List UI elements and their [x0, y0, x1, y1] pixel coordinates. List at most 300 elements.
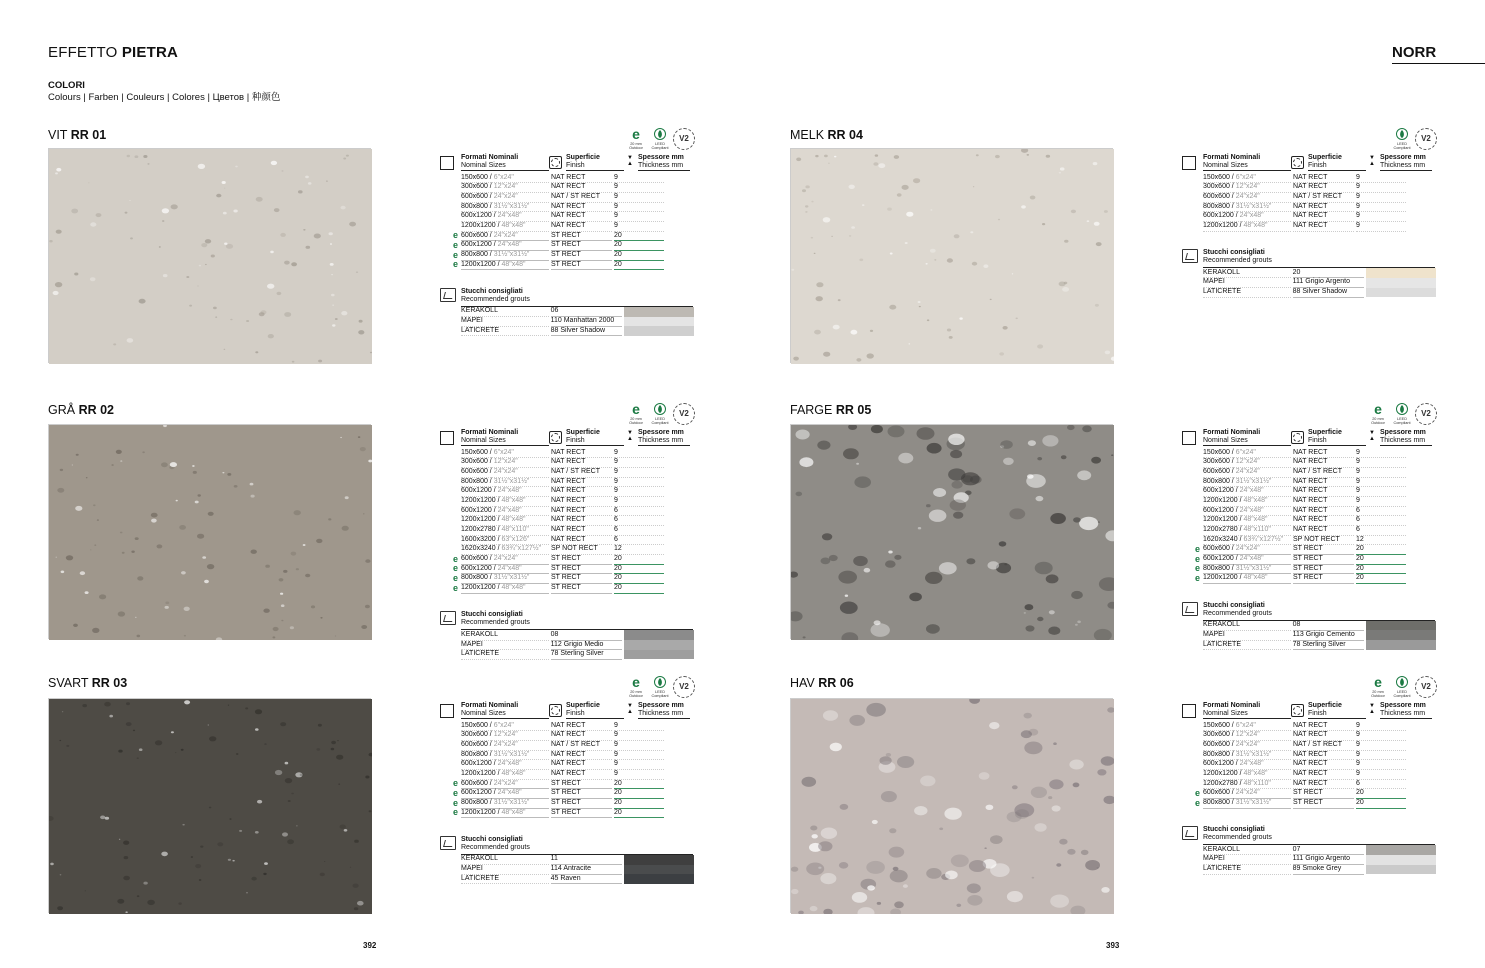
size-row	[440, 584, 694, 594]
badge-group	[1368, 399, 1436, 425]
finish: NAT RECT	[551, 182, 612, 193]
nominal-size: 300x600 / 12"x24"	[461, 182, 549, 193]
finish: ST RECT	[1293, 788, 1354, 799]
nominal-size: 600x1200 / 24"x48"	[1203, 554, 1291, 565]
grouts-header: Stucchi consigliati Recommended grouts	[440, 288, 694, 306]
grout-code: 20	[1293, 268, 1365, 279]
thickness: 6	[614, 506, 664, 517]
finish: NAT / ST RECT	[1293, 192, 1354, 203]
finish: NAT RECT	[551, 477, 612, 488]
grout-color-swatch	[1366, 268, 1436, 278]
nominal-size: 800x800 / 31½"x31½"	[461, 750, 549, 761]
v2-badge: V2	[674, 128, 694, 150]
grouts-section	[440, 288, 694, 336]
thickness: 9	[1356, 721, 1406, 732]
thickness: 9	[614, 467, 664, 478]
thickness: 9	[1356, 192, 1406, 203]
finish: NAT RECT	[1293, 750, 1354, 761]
grout-row	[461, 874, 694, 884]
spec-table-header: Formati Nominali Nominal Sizes Superficie Finish ▼ ▲ Spessore mm Thickness mm	[440, 429, 694, 448]
thickness: 20	[614, 231, 664, 242]
thickness: 9	[1356, 211, 1406, 222]
finish: NAT RECT	[1293, 525, 1354, 536]
nominal-size: 1200x2780 / 48"x110"	[1203, 525, 1291, 536]
thickness: 9	[1356, 769, 1406, 780]
nominal-size: 800x800 / 31½"x31½"	[461, 573, 549, 584]
thickness-icon: ▼ ▲	[1369, 430, 1375, 442]
nominal-size: 1200x1200 / 48"x48"	[1203, 221, 1291, 232]
nominal-size: 800x800 / 31½"x31½"	[461, 202, 549, 213]
finish: ST RECT	[551, 554, 612, 565]
grout-brand: MAPEI	[461, 864, 549, 875]
nominal-size: 800x800 / 31½"x31½"	[461, 798, 549, 809]
finish: NAT RECT	[1293, 448, 1354, 459]
page-title: EFFETTO PIETRA	[48, 44, 179, 61]
eco-e-icon: e	[452, 582, 458, 593]
spec-table-header: Formati Nominali Nominal Sizes Superficie Finish ▼ ▲ Spessore mm Thickness mm	[1182, 702, 1436, 721]
badge-group	[1392, 124, 1436, 150]
finish: ST RECT	[551, 573, 612, 584]
finish: NAT RECT	[1293, 486, 1354, 497]
nominal-size: 600x600 / 24"x24"	[1203, 544, 1291, 555]
grout-trowel-icon	[440, 836, 456, 850]
finish: NAT RECT	[1293, 477, 1354, 488]
finish: ST RECT	[551, 240, 612, 251]
grout-brand: MAPEI	[461, 316, 549, 327]
finish: ST RECT	[551, 564, 612, 575]
spec-table-header: Formati Nominali Nominal Sizes Superficie Finish ▼ ▲ Spessore mm Thickness mm	[1182, 429, 1436, 448]
grout-brand: LATICRETE	[461, 649, 549, 660]
thickness: 9	[1356, 477, 1406, 488]
finish: NAT RECT	[1293, 221, 1354, 232]
spec-panel	[1182, 401, 1436, 650]
tile-swatch-image	[790, 424, 1113, 639]
nominal-size: 600x600 / 24"x24"	[461, 740, 549, 751]
thickness: 20	[1356, 798, 1406, 809]
thickness: 20	[614, 250, 664, 261]
grout-trowel-icon	[1182, 602, 1198, 616]
thickness: 20	[614, 564, 664, 575]
eco-e-icon: e	[1194, 797, 1200, 808]
finish: SP NOT RECT	[1293, 535, 1354, 546]
leaf-icon	[1396, 675, 1408, 689]
thickness: 9	[614, 740, 664, 751]
eco-e-icon: e	[452, 807, 458, 818]
spec-panel	[1182, 674, 1436, 874]
grout-brand: KERAKOLL	[461, 854, 549, 865]
grout-code: 111 Grigio Argento	[1293, 854, 1365, 865]
thickness: 9	[1356, 496, 1406, 507]
grouts-section	[1182, 602, 1436, 650]
thickness: 9	[1356, 730, 1406, 741]
grout-color-swatch	[624, 865, 694, 875]
nominal-size: 1600x3200 / 63"x126"	[461, 535, 549, 546]
nominal-size: 600x600 / 24"x24"	[1203, 467, 1291, 478]
nominal-size: 1200x1200 / 48"x48"	[1203, 496, 1291, 507]
finish: NAT RECT	[1293, 506, 1354, 517]
thickness: 9	[614, 457, 664, 468]
nominal-size: 150x600 / 6"x24"	[461, 721, 549, 732]
nominal-size: 600x1200 / 24"x48"	[461, 211, 549, 222]
thickness: 20	[614, 583, 664, 594]
thickness-icon: ▼ ▲	[1369, 703, 1375, 715]
finish-icon	[1291, 704, 1304, 717]
nominal-size: 1200x2780 / 48"x110"	[1203, 779, 1291, 790]
nominal-size: 800x800 / 31½"x31½"	[1203, 564, 1291, 575]
nominal-size: 300x600 / 12"x24"	[461, 457, 549, 468]
v2-badge: V2	[1416, 128, 1436, 150]
leaf-icon	[1396, 402, 1408, 416]
eco-e-icon: e	[452, 239, 458, 250]
thickness: 9	[614, 759, 664, 770]
product-title: FARGE RR 05	[790, 403, 872, 417]
finish: NAT RECT	[551, 750, 612, 761]
eco-e-icon: e	[1374, 401, 1382, 417]
thickness: 12	[614, 544, 664, 555]
outdoor-20mm-badge: e 20 mm Outdoor	[629, 401, 643, 425]
outdoor-20mm-badge: e 20 mm Outdoor	[1371, 674, 1385, 698]
finish: ST RECT	[551, 260, 612, 271]
thickness: 20	[614, 260, 664, 271]
grout-trowel-icon	[1182, 249, 1198, 263]
nominal-size: 800x800 / 31½"x31½"	[1203, 202, 1291, 213]
finish: ST RECT	[551, 250, 612, 261]
finish: NAT RECT	[1293, 211, 1354, 222]
grout-row	[461, 326, 694, 336]
nominal-size: 600x1200 / 24"x48"	[461, 486, 549, 497]
brand-name: NORR	[1392, 44, 1485, 64]
grout-row	[461, 650, 694, 660]
eco-e-icon: e	[452, 230, 458, 241]
nominal-size: 600x600 / 24"x24"	[1203, 788, 1291, 799]
size-row	[1182, 799, 1436, 809]
nominal-size: 1200x1200 / 48"x48"	[461, 769, 549, 780]
thickness: 9	[1356, 448, 1406, 459]
grout-brand: KERAKOLL	[1203, 268, 1291, 279]
thickness: 20	[1356, 564, 1406, 575]
grout-color-swatch	[624, 326, 694, 336]
product-title: SVART RR 03	[48, 676, 128, 690]
thickness: 20	[614, 573, 664, 584]
eco-e-icon: e	[452, 563, 458, 574]
thickness-icon: ▼ ▲	[627, 155, 633, 167]
leaf-icon	[654, 402, 666, 416]
finish: NAT RECT	[551, 769, 612, 780]
thickness: 9	[1356, 750, 1406, 761]
grout-color-swatch	[1366, 278, 1436, 288]
tile-swatch-image	[48, 698, 371, 913]
grout-brand: LATICRETE	[1203, 640, 1291, 651]
spec-table-header: Formati Nominali Nominal Sizes Superficie Finish ▼ ▲ Spessore mm Thickness mm	[440, 154, 694, 173]
grouts-header: Stucchi consigliati Recommended grouts	[440, 611, 694, 629]
grout-code: 07	[1293, 845, 1365, 856]
size-row	[440, 808, 694, 818]
eco-e-icon: e	[632, 674, 640, 690]
leed-badge: LEED Compliant	[650, 674, 670, 698]
nominal-size: 300x600 / 12"x24"	[1203, 730, 1291, 741]
leed-badge: LEED Compliant	[650, 401, 670, 425]
eco-e-icon: e	[452, 553, 458, 564]
grout-code: 08	[551, 630, 623, 641]
finish: NAT RECT	[551, 759, 612, 770]
grout-trowel-icon	[1182, 826, 1198, 840]
finish: NAT RECT	[1293, 515, 1354, 526]
tile-size-icon	[440, 431, 454, 445]
finish: NAT RECT	[1293, 730, 1354, 741]
grout-trowel-icon	[440, 611, 456, 625]
eco-e-icon: e	[452, 778, 458, 789]
nominal-size: 600x1200 / 24"x48"	[1203, 759, 1291, 770]
grout-code: 88 Silver Shadow	[1293, 287, 1365, 298]
size-row	[1182, 574, 1436, 584]
grout-brand: LATICRETE	[1203, 864, 1291, 875]
grout-row	[1203, 640, 1436, 650]
grout-brand: KERAKOLL	[461, 306, 549, 317]
spec-panel	[440, 126, 694, 336]
grout-brand: MAPEI	[1203, 630, 1291, 641]
finish: NAT RECT	[1293, 769, 1354, 780]
grout-row	[1203, 865, 1436, 875]
thickness: 9	[614, 730, 664, 741]
nominal-size: 1200x1200 / 48"x48"	[461, 583, 549, 594]
thickness: 20	[1356, 788, 1406, 799]
finish-icon	[549, 704, 562, 717]
eco-e-icon: e	[452, 572, 458, 583]
grouts-header: Stucchi consigliati Recommended grouts	[1182, 602, 1436, 620]
grout-code: 111 Grigio Argento	[1293, 277, 1365, 288]
finish: ST RECT	[551, 798, 612, 809]
spec-panel	[440, 401, 694, 659]
finish: NAT RECT	[551, 515, 612, 526]
thickness: 9	[1356, 182, 1406, 193]
eco-e-icon: e	[452, 787, 458, 798]
spec-table-header: Formati Nominali Nominal Sizes Superficie Finish ▼ ▲ Spessore mm Thickness mm	[440, 702, 694, 721]
finish: NAT RECT	[551, 721, 612, 732]
grouts-header: Stucchi consigliati Recommended grouts	[1182, 826, 1436, 844]
thickness: 20	[614, 240, 664, 251]
tile-size-icon	[440, 704, 454, 718]
page-number-left: 392	[363, 941, 377, 950]
grout-brand: LATICRETE	[461, 874, 549, 885]
nominal-size: 600x1200 / 24"x48"	[461, 564, 549, 575]
thickness: 20	[614, 788, 664, 799]
thickness-icon: ▼ ▲	[627, 430, 633, 442]
finish: NAT RECT	[1293, 759, 1354, 770]
grout-color-swatch	[1366, 288, 1436, 298]
nominal-size: 600x1200 / 24"x48"	[1203, 506, 1291, 517]
grouts-section	[440, 611, 694, 659]
nominal-size: 150x600 / 6"x24"	[1203, 173, 1291, 184]
grout-color-swatch	[1366, 855, 1436, 865]
finish: NAT / ST RECT	[1293, 740, 1354, 751]
finish: NAT RECT	[551, 221, 612, 232]
thickness-icon: ▼ ▲	[1369, 155, 1375, 167]
thickness: 6	[1356, 506, 1406, 517]
nominal-size: 600x600 / 24"x24"	[1203, 192, 1291, 203]
finish: NAT / ST RECT	[551, 740, 612, 751]
grout-color-swatch	[1366, 865, 1436, 875]
thickness: 20	[614, 554, 664, 565]
finish: NAT RECT	[551, 525, 612, 536]
finish-icon	[1291, 156, 1304, 169]
grout-code: 08	[1293, 620, 1365, 631]
outdoor-20mm-badge: e 20 mm Outdoor	[629, 126, 643, 150]
eco-e-icon: e	[632, 126, 640, 142]
thickness: 9	[1356, 740, 1406, 751]
grout-code: 11	[551, 854, 623, 865]
grout-code: 78 Sterling Silver	[551, 649, 623, 660]
grout-brand: MAPEI	[461, 640, 549, 651]
nominal-size: 1200x1200 / 48"x48"	[461, 496, 549, 507]
tile-swatch-image	[48, 424, 371, 639]
grouts-section	[1182, 826, 1436, 874]
eco-e-icon: e	[1374, 674, 1382, 690]
thickness: 6	[1356, 515, 1406, 526]
grout-code: 06	[551, 306, 623, 317]
grout-brand: KERAKOLL	[1203, 620, 1291, 631]
thickness: 9	[614, 221, 664, 232]
nominal-size: 1200x2780 / 48"x110"	[461, 525, 549, 536]
thickness: 9	[614, 496, 664, 507]
nominal-size: 1200x1200 / 48"x48"	[461, 808, 549, 819]
grout-color-swatch	[624, 630, 694, 640]
thickness: 9	[614, 202, 664, 213]
finish-icon	[1291, 431, 1304, 444]
finish: ST RECT	[1293, 554, 1354, 565]
grout-code: 89 Smoke Grey	[1293, 864, 1365, 875]
nominal-size: 300x600 / 12"x24"	[1203, 457, 1291, 468]
finish: NAT RECT	[551, 496, 612, 507]
thickness: 9	[614, 211, 664, 222]
finish: SP NOT RECT	[551, 544, 612, 555]
nominal-size: 600x600 / 24"x24"	[461, 779, 549, 790]
badge-group	[626, 672, 694, 698]
v2-badge: V2	[1416, 676, 1436, 698]
grout-trowel-icon	[440, 288, 456, 302]
badge-group	[1368, 672, 1436, 698]
nominal-size: 800x800 / 31½"x31½"	[461, 477, 549, 488]
thickness: 20	[614, 798, 664, 809]
grout-color-swatch	[624, 640, 694, 650]
nominal-size: 600x1200 / 24"x48"	[461, 759, 549, 770]
grout-brand: KERAKOLL	[461, 630, 549, 641]
finish: ST RECT	[1293, 564, 1354, 575]
thickness: 6	[1356, 779, 1406, 790]
nominal-size: 150x600 / 6"x24"	[461, 448, 549, 459]
thickness: 20	[1356, 554, 1406, 565]
eco-e-icon: e	[1194, 543, 1200, 554]
nominal-size: 1200x1200 / 48"x48"	[461, 515, 549, 526]
finish: NAT RECT	[1293, 202, 1354, 213]
grout-brand: KERAKOLL	[1203, 845, 1291, 856]
grout-color-swatch	[1366, 621, 1436, 631]
nominal-size: 600x1200 / 24"x48"	[461, 240, 549, 251]
v2-badge: V2	[674, 403, 694, 425]
nominal-size: 1200x1200 / 48"x48"	[461, 221, 549, 232]
nominal-size: 300x600 / 12"x24"	[1203, 182, 1291, 193]
grouts-section	[1182, 249, 1436, 297]
nominal-size: 1200x1200 / 48"x48"	[461, 260, 549, 271]
eco-e-icon: e	[1194, 787, 1200, 798]
finish: ST RECT	[1293, 544, 1354, 555]
finish: NAT RECT	[551, 173, 612, 184]
size-row	[440, 260, 694, 270]
nominal-size: 300x600 / 12"x24"	[461, 730, 549, 741]
thickness: 9	[614, 173, 664, 184]
nominal-size: 600x600 / 24"x24"	[461, 231, 549, 242]
nominal-size: 600x1200 / 24"x48"	[461, 506, 549, 517]
nominal-size: 600x1200 / 24"x48"	[1203, 486, 1291, 497]
thickness: 9	[1356, 202, 1406, 213]
nominal-size: 1200x1200 / 48"x48"	[1203, 769, 1291, 780]
nominal-size: 600x600 / 24"x24"	[1203, 740, 1291, 751]
grout-code: 88 Silver Shadow	[551, 326, 623, 337]
eco-e-icon: e	[452, 259, 458, 270]
thickness: 9	[614, 721, 664, 732]
finish-icon	[549, 156, 562, 169]
eco-e-icon: e	[1194, 553, 1200, 564]
grout-color-swatch	[624, 317, 694, 327]
finish: ST RECT	[551, 583, 612, 594]
v2-badge: V2	[1416, 403, 1436, 425]
eco-e-icon: e	[452, 797, 458, 808]
leaf-icon	[654, 127, 666, 141]
finish: NAT RECT	[1293, 496, 1354, 507]
size-row	[1182, 221, 1436, 231]
colours-heading	[48, 80, 280, 104]
eco-e-icon: e	[1194, 563, 1200, 574]
grout-color-swatch	[624, 650, 694, 660]
finish: NAT RECT	[551, 535, 612, 546]
eco-e-icon: e	[1194, 572, 1200, 583]
finish: NAT RECT	[551, 448, 612, 459]
finish: NAT / ST RECT	[551, 192, 612, 203]
thickness: 9	[614, 182, 664, 193]
leaf-icon	[1396, 127, 1408, 141]
thickness: 6	[614, 525, 664, 536]
nominal-size: 600x1200 / 24"x48"	[461, 788, 549, 799]
grout-code: 78 Sterling Silver	[1293, 640, 1365, 651]
finish: ST RECT	[551, 808, 612, 819]
grout-code: 45 Raven	[551, 874, 623, 885]
finish: ST RECT	[1293, 573, 1354, 584]
grout-code: 114 Antracite	[551, 864, 623, 875]
thickness: 20	[614, 779, 664, 790]
nominal-size: 800x800 / 31½"x31½"	[1203, 750, 1291, 761]
finish: NAT RECT	[1293, 182, 1354, 193]
eco-e-icon: e	[632, 401, 640, 417]
finish-icon	[549, 431, 562, 444]
outdoor-20mm-badge: e 20 mm Outdoor	[1371, 401, 1385, 425]
thickness: 9	[1356, 457, 1406, 468]
colori-label: COLORI	[48, 80, 85, 91]
finish: NAT RECT	[1293, 721, 1354, 732]
thickness: 20	[1356, 573, 1406, 584]
leed-badge: LEED Compliant	[1392, 126, 1412, 150]
finish: NAT RECT	[551, 730, 612, 741]
tile-swatch-image	[790, 698, 1113, 913]
grout-brand: MAPEI	[1203, 854, 1291, 865]
finish: ST RECT	[551, 231, 612, 242]
grouts-header: Stucchi consigliati Recommended grouts	[440, 836, 694, 854]
thickness: 6	[614, 535, 664, 546]
grout-color-swatch	[624, 855, 694, 865]
nominal-size: 800x800 / 31½"x31½"	[1203, 798, 1291, 809]
grout-color-swatch	[624, 307, 694, 317]
grout-code: 113 Grigio Cemento	[1293, 630, 1365, 641]
finish: NAT RECT	[551, 211, 612, 222]
finish: NAT RECT	[1293, 457, 1354, 468]
